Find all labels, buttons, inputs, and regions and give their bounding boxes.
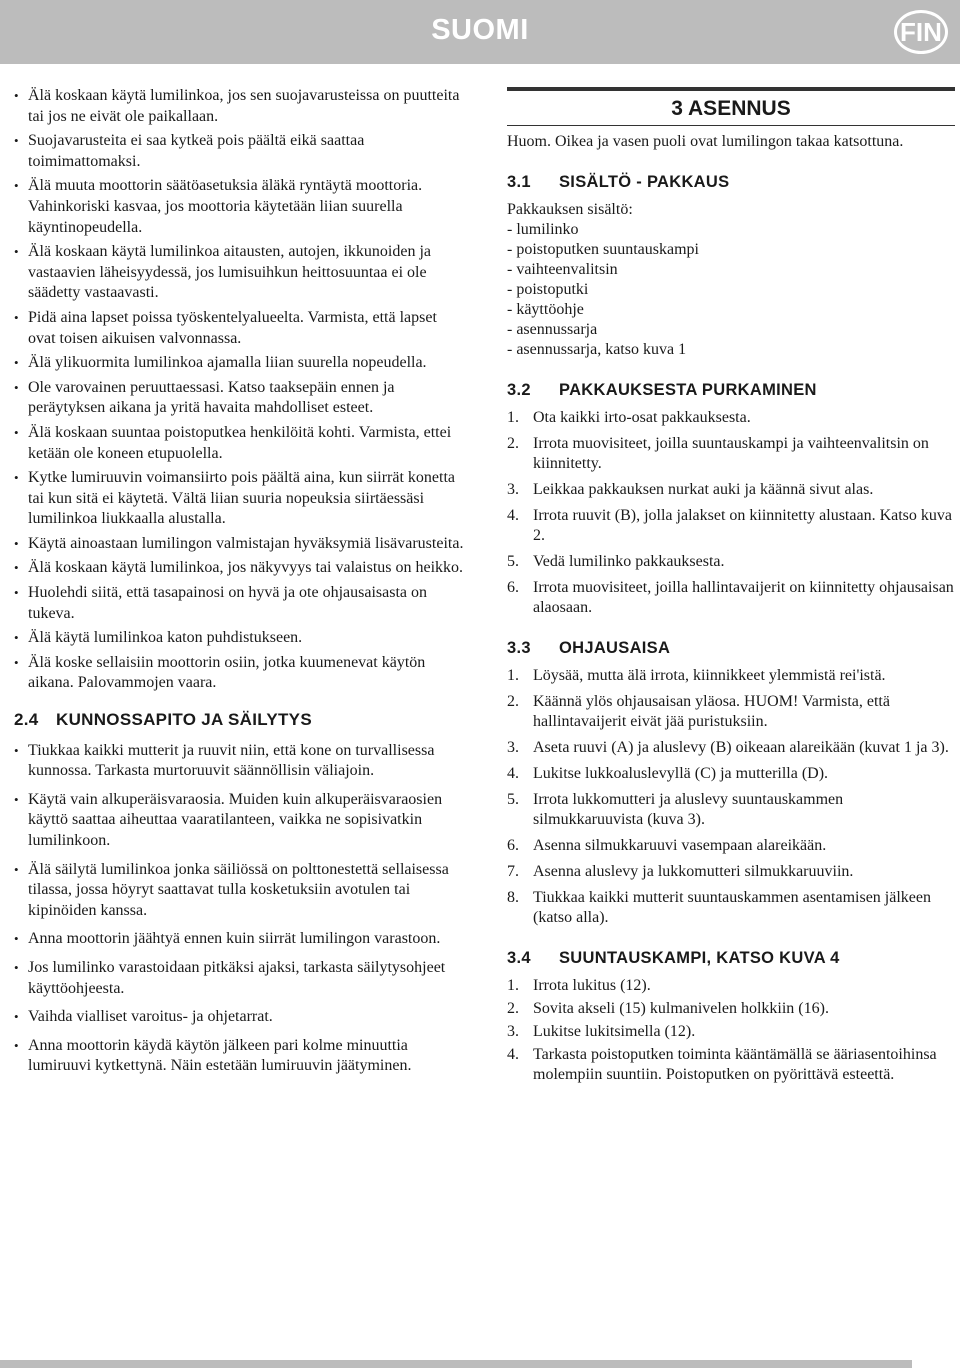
page-header (0, 0, 960, 64)
handle-steps (507, 666, 955, 928)
step-item (507, 578, 955, 618)
safety-bullet: • Älä koskaan käytä lumilinkoa aitausten, autojen, ikkunoiden ja vastaavien läheisyydessä, jos lumisuihkun heittosuuntaa ei ole säädetty vastaavasti. (14, 242, 466, 304)
step-text: Lukitse lukkoaluslevyllä (C) ja mutterilla (D). (533, 765, 829, 782)
step-number: 2. (507, 435, 519, 452)
step-text: Leikkaa pakkauksen nurkat auki ja käännä sivut alas. (533, 481, 874, 498)
step-text: Irrota lukkomutteri ja aluslevy suuntauskammen silmukkaruuvista (kuva 3). (533, 791, 844, 828)
step-text: Vedä lumilinko pakkauksesta. (533, 553, 725, 570)
right-column (507, 86, 955, 1088)
section-number: 2.4 (14, 710, 39, 730)
step-item (507, 480, 955, 500)
footer-bar (0, 1360, 912, 1368)
contents-item: - poistoputken suuntauskampi (507, 241, 699, 258)
step-number: 6. (507, 837, 519, 854)
section-heading-3-2 (507, 380, 955, 400)
step-number: 1. (507, 409, 519, 426)
section-heading-3-1 (507, 172, 955, 192)
step-item (507, 976, 955, 996)
step-text: Tarkasta poistoputken toiminta kääntämällä se ääriasentoihinsa molempiin suuntiin. Poistoputken on pyörittävä esteettä. (533, 1046, 937, 1083)
language-badge: FIN (894, 10, 948, 54)
step-item (507, 764, 955, 784)
chapter-rule-bottom (507, 125, 955, 126)
maintenance-bullet: • Anna moottorin jäähtyä ennen kuin siirrät lumilingon varastoon. (14, 929, 466, 950)
left-column (14, 86, 466, 1085)
step-text: Irrota ruuvit (B), jolla jalakset on kiinnitetty alustaan. Katso kuva 2. (533, 507, 953, 544)
step-number: 4. (507, 765, 519, 782)
maintenance-bullet: • Anna moottorin käydä käytön jälkeen pari kolme minuuttia lumiruuvi kytkettynä. Näin estetään lumiruuvin jäätyminen. (14, 1036, 466, 1077)
contents-intro: Pakkauksen sisältö: (507, 201, 633, 218)
step-text: Irrota muovisiteet, joilla hallintavaijerit on kiinnitetty ohjausaisan alaosaan. (533, 579, 954, 616)
step-item (507, 692, 955, 732)
safety-bullet: • Älä muuta moottorin säätöasetuksia äläkä ryntäytä moottoria. Vahinkoriski kasvaa, jos moottoria käytetään liian suurella käyntinopeudella. (14, 176, 466, 238)
section-number: 3.4 (507, 949, 531, 967)
step-text: Asenna silmukkaruuvi vasempaan alareikään. (533, 837, 827, 854)
step-number: 3. (507, 739, 519, 756)
step-number: 4. (507, 507, 519, 524)
step-item (507, 1022, 955, 1042)
safety-bullet: • Pidä aina lapset poissa työskentelyalueelta. Varmista, että lapset ovat toisen aikuisen valvonnassa. (14, 308, 466, 349)
contents-item: - poistoputki (507, 281, 589, 298)
safety-bullet: • Älä koskaan käytä lumilinkoa, jos näkyvyys tai valaistus on heikko. (14, 558, 466, 579)
step-number: 2. (507, 693, 519, 710)
contents-item: - käyttöohje (507, 301, 584, 318)
safety-bullet: • Huolehdi siitä, että tasapainosi on hyvä ja ote ohjausaisasta on tukeva. (14, 583, 466, 624)
orientation-note: Huom. Oikea ja vasen puoli ovat lumilingon takaa katsottuna. (507, 133, 904, 150)
maintenance-bullet: • Tiukkaa kaikki mutterit ja ruuvit niin, että kone on turvallisessa kunnossa. Tarkasta murtoruuvit säännöllisin väliajoin. (14, 741, 466, 782)
step-text: Löysää, mutta älä irrota, kiinnikkeet ylemmistä rei'istä. (533, 667, 886, 684)
section-title: SISÄLTÖ - PAKKAUS (559, 173, 730, 191)
section-heading-2-4 (14, 710, 466, 731)
step-item (507, 552, 955, 572)
step-number: 3. (507, 481, 519, 498)
step-text: Irrota muovisiteet, joilla suuntauskampi ja vaihteenvalitsin on kiinnitetty. (533, 435, 929, 472)
section-number: 3.1 (507, 173, 531, 191)
step-item (507, 862, 955, 882)
maintenance-bullet: • Vaihda vialliset varoitus- ja ohjetarrat. (14, 1007, 466, 1028)
step-text: Asenna aluslevy ja lukkomutteri silmukkaruuviin. (533, 863, 854, 880)
step-item (507, 738, 955, 758)
package-contents (507, 200, 955, 360)
step-item (507, 506, 955, 546)
contents-item: - vaihteenvalitsin (507, 261, 618, 278)
maintenance-bullet: • Käytä vain alkuperäisvaraosia. Muiden kuin alkuperäisvaraosien käyttö saattaa aiheuttaa vaaratilanteen, vaikka ne sopisivatkin lumilinkoon. (14, 790, 466, 852)
page-title: SUOMI (431, 14, 529, 46)
section-heading-3-4 (507, 948, 955, 968)
safety-bullet: • Älä koskaan suuntaa poistoputkea henkilöitä kohti. Varmista, ettei ketään ole koneen etupuolella. (14, 423, 466, 464)
contents-item: - lumilinko (507, 221, 579, 238)
section-title: OHJAUSAISA (559, 639, 671, 657)
step-number: 7. (507, 863, 519, 880)
step-item (507, 408, 955, 428)
safety-bullet: • Älä koskaan käytä lumilinkoa, jos sen suojavarusteissa on puutteita tai jos ne eivät ole paikallaan. (14, 86, 466, 127)
step-text: Aseta ruuvi (A) ja aluslevy (B) oikeaan alareikään (kuvat 1 ja 3). (533, 739, 949, 756)
step-text: Käännä ylös ohjausaisan yläosa. HUOM! Varmista, että hallintavaijerit eivät jää puristuksiin. (533, 693, 890, 730)
unpacking-steps (507, 408, 955, 618)
step-text: Lukitse lukitsimella (12). (533, 1023, 696, 1040)
step-number: 5. (507, 791, 519, 808)
step-item (507, 1045, 955, 1085)
contents-item: - asennussarja (507, 321, 598, 338)
safety-list (14, 86, 466, 694)
section-title: KUNNOSSAPITO JA SÄILYTYS (56, 710, 312, 730)
chapter-rule-top (507, 87, 955, 91)
section-title: PAKKAUKSESTA PURKAMINEN (559, 381, 817, 399)
safety-bullet: • Käytä ainoastaan lumilingon valmistajan hyväksymiä lisävarusteita. (14, 534, 466, 555)
section-number: 3.2 (507, 381, 531, 399)
safety-bullet: • Älä koske sellaisiin moottorin osiin, jotka kuumenevat käytön aikana. Palovammojen vaara. (14, 653, 466, 694)
section-number: 3.3 (507, 639, 531, 657)
step-number: 6. (507, 579, 519, 596)
step-item (507, 836, 955, 856)
step-item (507, 888, 955, 928)
safety-bullet: • Kytke lumiruuvin voimansiirto pois päältä aina, kun siirrät konetta tai kun sitä ei käytetä. Vältä liian suuria nopeuksia siirtäessäsi lumilinkoa liukkaalla alustalla. (14, 468, 466, 530)
maintenance-list (14, 741, 466, 1077)
step-item (507, 999, 955, 1019)
chapter-title: 3 ASENNUS (671, 97, 791, 120)
safety-bullet: • Suojavarusteita ei saa kytkeä pois päältä eikä saattaa toimimattomaksi. (14, 131, 466, 172)
safety-bullet: • Älä käytä lumilinkoa katon puhdistukseen. (14, 628, 466, 649)
crank-steps (507, 976, 955, 1085)
step-item (507, 790, 955, 830)
step-number: 1. (507, 977, 519, 994)
step-number: 4. (507, 1046, 519, 1063)
step-text: Ota kaikki irto-osat pakkauksesta. (533, 409, 751, 426)
maintenance-bullet: • Jos lumilinko varastoidaan pitkäksi ajaksi, tarkasta säilytysohjeet käyttöohjeesta. (14, 958, 466, 999)
safety-bullet: • Älä ylikuormita lumilinkoa ajamalla liian suurella nopeudella. (14, 353, 466, 374)
step-item (507, 666, 955, 686)
contents-item: - asennussarja, katso kuva 1 (507, 341, 687, 358)
step-number: 2. (507, 1000, 519, 1017)
step-number: 1. (507, 667, 519, 684)
step-text: Irrota lukitus (12). (533, 977, 651, 994)
section-heading-3-3 (507, 638, 955, 658)
step-number: 3. (507, 1023, 519, 1040)
maintenance-bullet: • Älä säilytä lumilinkoa jonka säiliössä on polttonestettä sellaisessa tilassa, jossa höyryt saattavat tulla kosketuksiin avotulen tai kipinöiden kanssa. (14, 860, 466, 922)
step-text: Sovita akseli (15) kulmanivelen holkkiin (16). (533, 1000, 829, 1017)
step-text: Tiukkaa kaikki mutterit suuntauskammen asentamisen jälkeen (katso alla). (533, 889, 931, 926)
step-number: 8. (507, 889, 519, 906)
step-item (507, 434, 955, 474)
safety-bullet: • Ole varovainen peruuttaessasi. Katso taaksepäin ennen ja peräytyksen aikana ja yritä havaita mahdolliset esteet. (14, 378, 466, 419)
step-number: 5. (507, 553, 519, 570)
section-title: SUUNTAUSKAMPI, KATSO KUVA 4 (559, 949, 840, 967)
